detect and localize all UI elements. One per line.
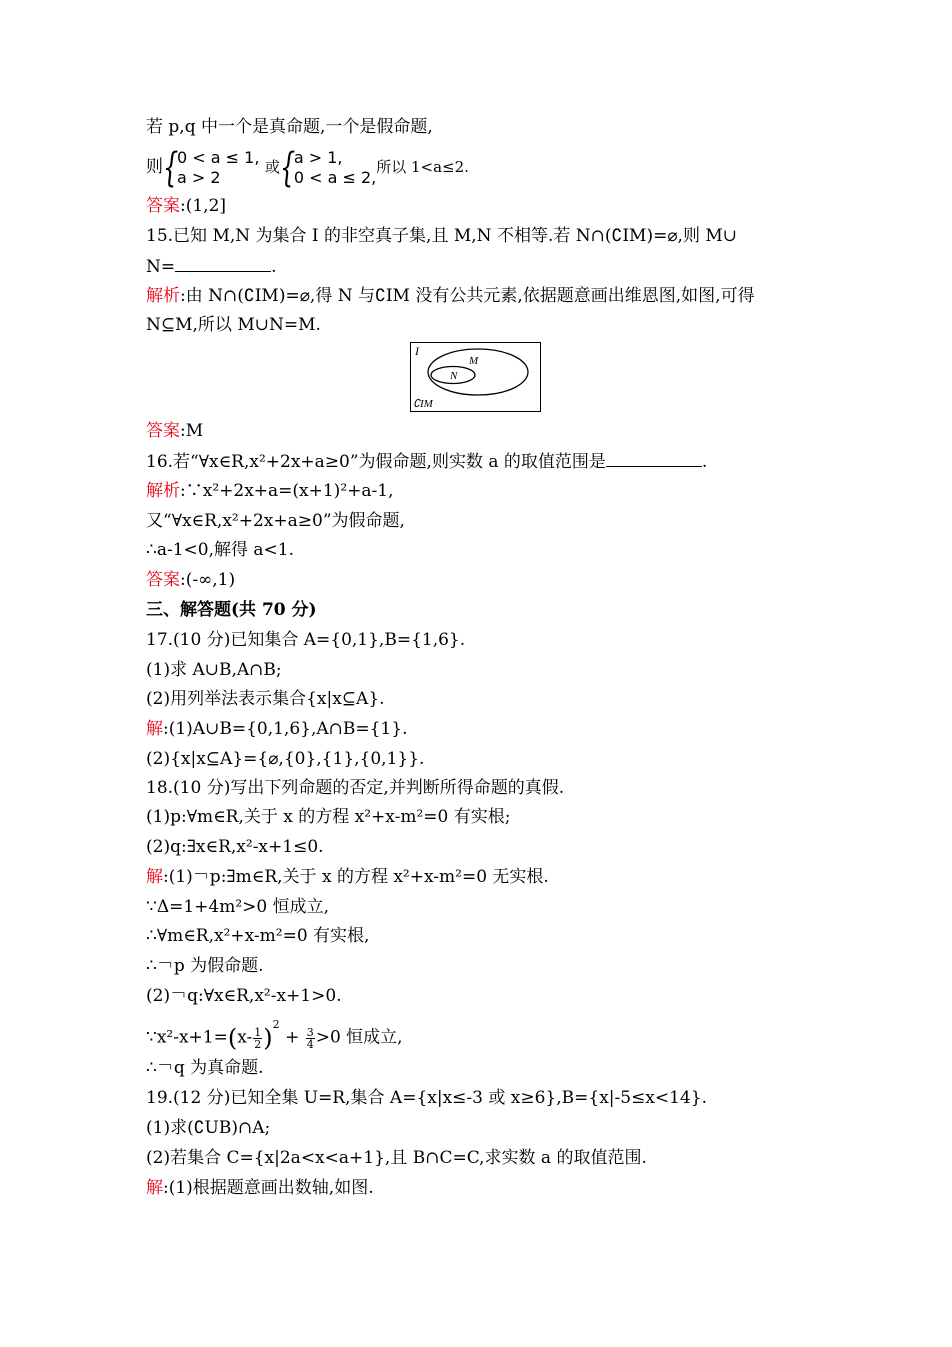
answer-line xyxy=(146,420,203,442)
text-fragment: 则 xyxy=(146,157,163,177)
question-line: 19.(12 分)已知全集 U=R,集合 A={x|x≤-3 或 x≥6},B={x|-5≤x<14}. xyxy=(146,1088,707,1108)
fraction-denominator: 4 xyxy=(306,1037,314,1051)
text-line: (2){x|x⊆A}={⌀,{0},{1},{0,1}}. xyxy=(146,749,425,769)
inequality-system: { a > 1, 0 < a ≤ 2, xyxy=(279,144,377,191)
analysis-line xyxy=(146,285,755,307)
analysis-label: 解析 xyxy=(146,286,180,306)
answer-label: 答案 xyxy=(146,421,180,441)
venn-svg xyxy=(411,343,539,410)
exponent: 2 xyxy=(272,1018,280,1031)
solution-label: 解 xyxy=(146,867,163,887)
question-line: 15.已知 M,N 为集合 I 的非空真子集,且 M,N 不相等.若 N∩(∁IM)=⌀,则 M∪ xyxy=(146,226,738,246)
label-m: M xyxy=(469,355,479,367)
solution-line xyxy=(146,866,549,888)
text-fragment: 16.若“∀x∈R,x²+2x+a≥0”为假命题,则实数 a 的取值范围是 xyxy=(146,452,606,472)
system-row: a > 1, xyxy=(293,147,343,167)
text-line: ∴∀m∈R,x²+x-m²=0 有实根, xyxy=(146,926,370,946)
text-line: (2)用列举法表示集合{x|x⊆A}. xyxy=(146,689,385,709)
text-line: ∴a-1<0,解得 a<1. xyxy=(146,540,294,560)
text-line: (2)q:∃x∈R,x²-x+1≤0. xyxy=(146,837,324,857)
solution-label: 解 xyxy=(146,719,163,739)
text-fragment: . xyxy=(271,257,277,277)
text-line: (1)p:∀m∈R,关于 x 的方程 x²+x-m²=0 有实根; xyxy=(146,807,511,827)
text-line: ∵Δ=1+4m²>0 恒成立, xyxy=(146,897,330,917)
text-line: ∴￢p 为假命题. xyxy=(146,956,264,976)
answer-text: :M xyxy=(180,421,204,441)
fraction xyxy=(253,1027,262,1050)
text-fragment: N= xyxy=(146,257,176,277)
fraction-numerator: 1 xyxy=(254,1025,262,1039)
label-i: I xyxy=(415,344,419,358)
solution-line xyxy=(146,718,407,740)
piecewise-line xyxy=(146,144,469,190)
analysis-text: :由 N∩(∁IM)=⌀,得 N 与∁IM 没有公共元素,依据题意画出维恩图,如图,可得 xyxy=(180,286,755,306)
answer-blank xyxy=(606,450,702,467)
answer-text: :(1,2] xyxy=(180,196,227,216)
text-line: 又“∀x∈R,x²+2x+a≥0”为假命题, xyxy=(146,511,405,531)
text-fragment: x- xyxy=(237,1027,253,1048)
system-row: a > 2 xyxy=(177,167,221,187)
solution-text: :(1)￢p:∃m∈R,关于 x 的方程 x²+x-m²=0 无实根. xyxy=(163,867,549,887)
solution-line xyxy=(146,1177,374,1199)
paren-close: ) xyxy=(263,1024,273,1053)
answer-label: 答案 xyxy=(146,570,180,590)
analysis-line xyxy=(146,480,393,502)
question-line: 17.(10 分)已知集合 A={0,1},B={1,6}. xyxy=(146,630,466,650)
text-line: (2)若集合 C={x|2a<x<a+1},且 B∩C=C,求实数 a 的取值范围. xyxy=(146,1148,647,1168)
solution-text: :(1)根据题意画出数轴,如图. xyxy=(163,1178,374,1198)
answer-blank xyxy=(175,255,271,272)
analysis-label: 解析 xyxy=(146,481,180,501)
fraction xyxy=(306,1027,315,1050)
solution-label: 解 xyxy=(146,1178,163,1198)
solution-text: :(1)A∪B={0,1,6},A∩B={1}. xyxy=(163,719,408,739)
system-row: 0 < a ≤ 2, xyxy=(293,167,377,187)
inequality-system: { 0 < a ≤ 1, a > 2 xyxy=(163,144,260,191)
section-heading: 三、解答题(共 70 分) xyxy=(146,600,317,620)
paren-open: ( xyxy=(227,1024,238,1053)
label-complement: ∁IM xyxy=(413,398,433,410)
system-row: 0 < a ≤ 1, xyxy=(177,147,260,167)
text-line: 若 p,q 中一个是真命题,一个是假命题, xyxy=(146,117,433,137)
answer-label: 答案 xyxy=(146,196,180,216)
question-line xyxy=(146,255,277,278)
text-fragment: >0 恒成立, xyxy=(315,1027,403,1048)
answer-text: :(-∞,1) xyxy=(180,570,236,590)
text-line: (2)￢q:∀x∈R,x²-x+1>0. xyxy=(146,986,342,1006)
text-line: (1)求 A∪B,A∩B; xyxy=(146,660,282,680)
text-fragment: + xyxy=(285,1027,300,1048)
formula-line xyxy=(146,1016,403,1053)
label-n: N xyxy=(450,370,458,382)
answer-line xyxy=(146,195,226,217)
answer-line xyxy=(146,569,235,591)
text-fragment: . xyxy=(701,452,708,472)
question-line xyxy=(146,450,707,473)
text-fragment: 或 xyxy=(264,158,280,176)
text-fragment: ∵x²-x+1= xyxy=(146,1027,228,1048)
text-fragment: 所以 1<a≤2. xyxy=(376,158,469,176)
analysis-text: :∵x²+2x+a=(x+1)²+a-1, xyxy=(180,481,394,501)
fraction-denominator: 2 xyxy=(254,1037,262,1051)
venn-diagram xyxy=(410,342,541,412)
text-line: N⊆M,所以 M∪N=M. xyxy=(146,315,321,335)
text-line: ∴￢q 为真命题. xyxy=(146,1058,264,1078)
question-line: 18.(10 分)写出下列命题的否定,并判断所得命题的真假. xyxy=(146,778,565,798)
text-line: (1)求(∁UB)∩A; xyxy=(146,1118,271,1138)
fraction-numerator: 3 xyxy=(306,1025,314,1039)
